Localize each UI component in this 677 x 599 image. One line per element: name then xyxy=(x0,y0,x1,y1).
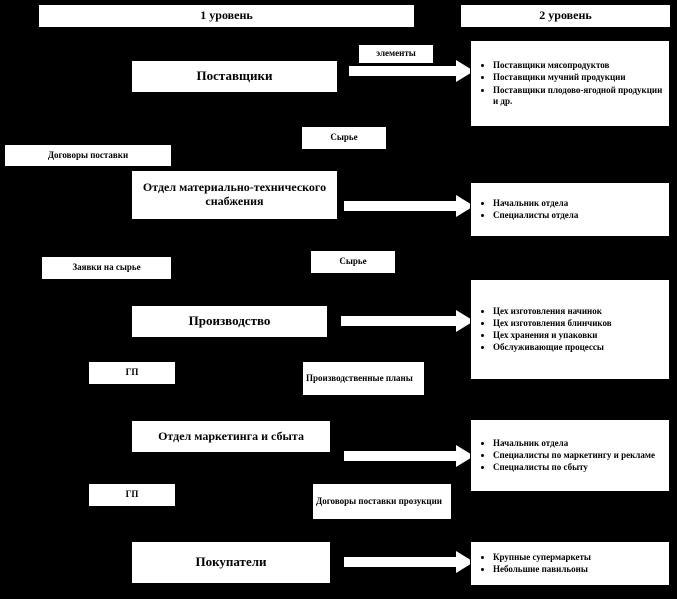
list-item: • Начальник отдела xyxy=(493,198,663,209)
list-item: • Цех изготовления начинок xyxy=(493,306,663,317)
header-level-2 xyxy=(460,4,671,28)
arrow-suppliers-to-level2 xyxy=(348,60,474,82)
label-production-plans-text: Производственные планы xyxy=(306,372,413,383)
process-production xyxy=(131,305,328,338)
list-item: • Поставщики плодово-ягодной продукции и др. xyxy=(493,85,663,108)
label-finished-goods-1-text: ГП xyxy=(125,367,139,378)
level2-buyers-list xyxy=(470,541,670,586)
label-raw-materials-1-text: Сырье xyxy=(330,132,358,143)
label-product-supply-contracts-text: Договоры поставки прозукции xyxy=(316,495,442,506)
arrow-supply-dept-to-level2 xyxy=(343,195,474,217)
list-item: • Цех хранения и упаковки xyxy=(493,330,663,341)
process-buyers-label: Покупатели xyxy=(195,554,267,570)
level2-supply-department-list xyxy=(470,182,670,237)
label-raw-material-requests-text: Заявки на сырье xyxy=(72,262,141,273)
label-raw-material-requests xyxy=(41,256,172,280)
list-item: • Небольшие павильоны xyxy=(493,564,663,575)
process-production-label: Производство xyxy=(188,313,271,329)
label-supply-contracts xyxy=(4,144,172,167)
label-finished-goods-2-text: ГП xyxy=(125,489,139,500)
header-level-1-label: 1 уровень xyxy=(200,8,253,23)
label-raw-materials-1 xyxy=(301,126,387,150)
arrow-marketing-to-level2 xyxy=(343,445,474,467)
arrow-production-to-level2 xyxy=(340,310,474,332)
label-supply-contracts-text: Договоры поставки xyxy=(47,149,129,160)
label-production-plans xyxy=(302,361,425,396)
label-raw-materials-2-text: Сырье xyxy=(339,256,367,267)
arrow-buyers-to-level2 xyxy=(343,551,474,573)
label-finished-goods-1 xyxy=(88,361,176,385)
list-item: • Специалисты по сбыту xyxy=(493,462,663,473)
process-suppliers xyxy=(131,60,338,93)
list-item: • Обслуживающие процессы xyxy=(493,342,663,353)
list-item: • Специалисты отдела xyxy=(493,210,663,221)
process-buyers xyxy=(131,541,331,584)
process-suppliers-label: Поставщики xyxy=(196,68,273,84)
label-raw-materials-2 xyxy=(310,250,396,274)
label-product-supply-contracts xyxy=(312,483,452,520)
list-item: • Крупные супермаркеты xyxy=(493,552,663,563)
process-supply-department-label: Отдел материально-технического снабжения xyxy=(142,180,327,208)
level2-suppliers-list xyxy=(470,40,670,127)
process-marketing-sales xyxy=(131,420,331,453)
list-item: • Специалисты по маркетингу и рекламе xyxy=(493,450,663,461)
process-marketing-sales-label: Отдел маркетинга и сбыта xyxy=(158,428,304,443)
header-level-2-label: 2 уровень xyxy=(539,8,592,23)
header-level-1 xyxy=(38,4,415,28)
label-finished-goods-2 xyxy=(88,483,176,507)
list-item: • Поставщики мучний продукции xyxy=(493,72,663,83)
level2-marketing-list xyxy=(470,419,670,492)
label-elements-text: элементы xyxy=(376,48,416,59)
list-item: • Поставщики мясопродуктов xyxy=(493,60,663,71)
level2-production-list xyxy=(470,279,670,380)
list-item: • Цех изготовления блинчиков xyxy=(493,318,663,329)
list-item: • Начальник отдела xyxy=(493,438,663,449)
process-supply-department xyxy=(131,170,338,220)
